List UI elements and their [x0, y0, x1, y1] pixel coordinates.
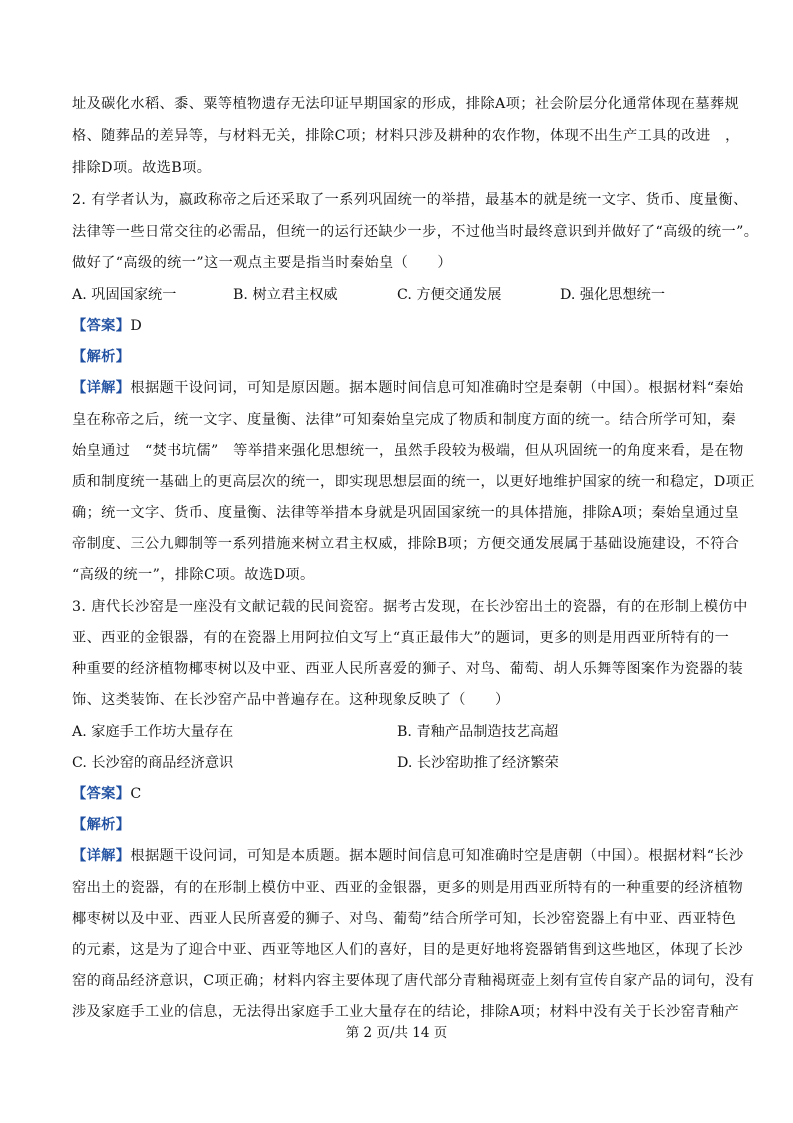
analysis-row [72, 815, 732, 835]
text-line: 址及碳化水稻、黍、粟等植物遗存无法印证早期国家的形成，排除A项；社会阶层分化通常体现在墓葬规 [72, 96, 740, 112]
detail-line [72, 846, 744, 866]
analysis-row [72, 347, 732, 367]
page-number: 第 2 页/共 14 页 [345, 1025, 448, 1041]
answer-tag: 【答案】 [72, 786, 131, 802]
question-3-stem: 亚、西亚的金银器，有的在瓷器上用阿拉伯文写上“真正最伟大”的题词，更多的则是用西亚所特有的一 [72, 630, 730, 646]
detail-line: 确；统一文字、货币、度量衡、法律等举措本身就是巩固国家统一的具体措施，排除A项；秦始皇通过皇 [72, 505, 740, 521]
option-c: C. 长沙窑的商品经济意识 [72, 755, 234, 771]
option-d: D. 强化思想统一 [560, 287, 666, 303]
detail-line: 质和制度统一基础上的更高层次的统一，即实现思想层面的统一，以更好地维护国家的统一和稳定，D项正 [72, 474, 755, 490]
detail-line: 的元素，这是为了迎合中亚、西亚等地区人们的喜好，目的是更好地将瓷器销售到这些地区，体现了长沙 [72, 942, 744, 958]
detail-line: 窑的商品经济意识，C项正确；材料内容主要体现了唐代部分青釉褐斑壶上刻有宣传自家产品的词句，没有 [72, 973, 755, 989]
question-2-stem: 法律等一些日常交往的必需品，但统一的运行还缺少一步，不过他当时最终意识到并做好了“高级的统一”。 [72, 224, 759, 240]
detail-line: 皇在称帝之后，统一文字、度量衡、法律”可知秦始皇完成了物质和制度方面的统一。结合所学可知，秦 [72, 412, 737, 428]
detail-tag: 【详解】 [72, 380, 131, 396]
text-line: 格、随葬品的差异等，与材料无关，排除C项；材料只涉及耕种的农作物，体现不出生产工具的改进 ， [72, 128, 740, 144]
answer-row [72, 784, 732, 804]
answer-row [72, 316, 732, 336]
detail-line: 帝制度、三公九卿制等一系列措施来树立君主权威，排除B项；方便交通发展属于基础设施建设，不符合 [72, 536, 740, 552]
detail-line: 涉及家庭手工业的信息，无法得出家庭手工业大量存在的结论，排除A项；材料中没有关于长沙窑青釉产 [72, 1004, 740, 1020]
detail-line: “高级的统一”，排除C项。故选D项。 [72, 567, 315, 583]
option-d: D. 长沙窑助推了经济繁荣 [397, 755, 559, 771]
analysis-tag: 【解析】 [72, 817, 131, 833]
answer-value: D [130, 318, 143, 334]
detail-line: 窑出土的瓷器，有的在形制上模仿中亚、西亚的金银器，更多的则是用西亚所特有的一种重要的经济植物 [72, 880, 744, 896]
answer-tag: 【答案】 [72, 318, 131, 334]
detail-line: 椰枣树以及中亚、西亚人民所喜爱的狮子、对鸟、葡萄”结合所学可知，长沙窑瓷器上有中亚、西亚特色 [72, 911, 737, 927]
detail-line: 始皇通过 “焚书坑儒” 等举措来强化思想统一，虽然手段较为极端，但从巩固统一的角度来看，是在物 [72, 443, 744, 459]
analysis-tag: 【解析】 [72, 349, 131, 365]
option-a: A. 巩固国家统一 [72, 287, 177, 303]
option-b: B. 青釉产品制造技艺高超 [397, 724, 559, 740]
detail-text: 根据题干设问词，可知是原因题。据本题时间信息可知准确时空是秦朝（中国）。根据材料“秦始 [130, 380, 744, 396]
detail-line [72, 378, 744, 398]
question-3-stem: 3. 唐代长沙窑是一座没有文献记载的民间瓷窑。据考古发现，在长沙窑出土的瓷器，有的在形制上模仿中 [72, 599, 748, 615]
question-2-stem: 2. 有学者认为，嬴政称帝之后还采取了一系列巩固统一的举措，最基本的就是统一文字、货币、度量衡、 [72, 192, 748, 208]
detail-tag: 【详解】 [72, 848, 131, 864]
option-c: C. 方便交通发展 [397, 287, 502, 303]
option-a: A. 家庭手工作坊大量存在 [72, 724, 234, 740]
question-3-stem: 种重要的经济植物椰枣树以及中亚、西亚人民所喜爱的狮子、对鸟、葡萄、胡人乐舞等图案作为瓷器的装 [72, 661, 744, 677]
text-line: 排除D项。故选B项。 [72, 160, 212, 176]
option-b: B. 树立君主权威 [233, 287, 338, 303]
answer-value: C [130, 786, 142, 802]
detail-text: 根据题干设问词，可知是本质题。据本题时间信息可知准确时空是唐朝（中国）。根据材料“长沙 [130, 848, 744, 864]
question-3-stem: 饰、这类装饰、在长沙窑产品中普遍存在。这种现象反映了（ ） [72, 692, 510, 708]
question-2-stem: 做好了“高级的统一”这一观点主要是指当时秦始皇（ ） [72, 255, 452, 271]
